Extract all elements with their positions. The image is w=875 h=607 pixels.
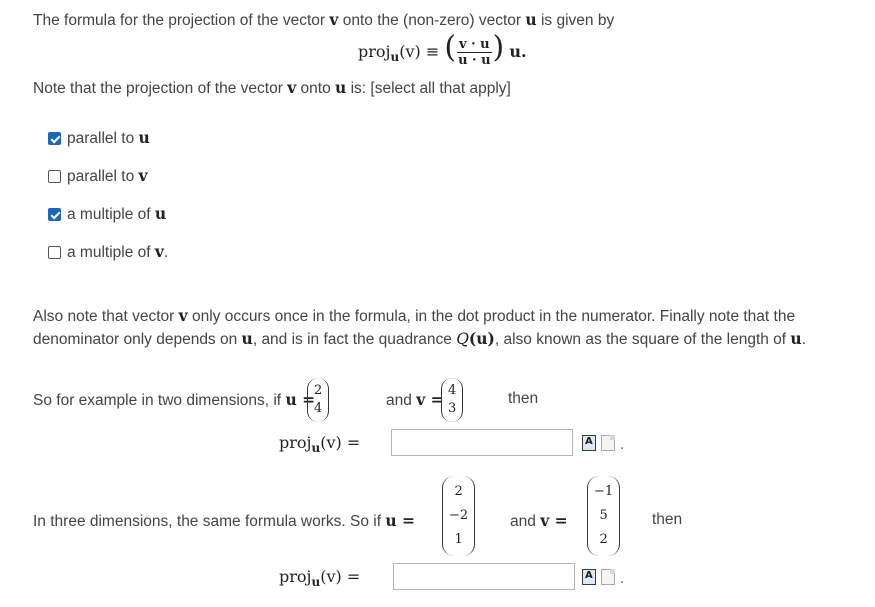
checkbox[interactable] <box>48 246 61 259</box>
answer-2-period: . <box>620 570 625 587</box>
answer-2-input[interactable] <box>393 563 575 590</box>
preview-icon[interactable] <box>601 435 615 451</box>
projection-formula: proj$_u$(v) ≡ ( $\frac{v \cdot u}{u \cdot u}$ ) u. <box>358 30 527 68</box>
also-line-1: Also note that vector v only occurs once in the formula, in the dot product in the numerator. Finally note that the <box>33 306 796 325</box>
answer-1-label: proj$_u$(v) = <box>279 433 361 456</box>
vector-v-2d: 4 3 <box>441 378 463 422</box>
preview-icon[interactable] <box>601 569 615 585</box>
example-3d-intro: In three dimensions, the same formula works. So if u = <box>33 511 416 530</box>
option-parallel-u[interactable]: parallel to u <box>48 128 150 148</box>
option-parallel-v[interactable]: parallel to v <box>48 166 148 186</box>
also-line-2: denominator only depends on u, and is in fact the quadrance Q(u), also known as the square of the length of u. <box>33 329 807 348</box>
answer-1-period: . <box>620 436 625 453</box>
equation-editor-icon[interactable] <box>582 435 596 451</box>
answer-2-label: proj$_u$(v) = <box>279 567 361 590</box>
answer-1-input[interactable] <box>391 429 573 456</box>
checkbox[interactable] <box>48 208 61 221</box>
vector-u-3d: 2 −2 1 <box>442 476 475 556</box>
example-2d-and: and v = <box>386 390 444 409</box>
intro-text: The formula for the projection of the vector v onto the (non-zero) vector u is given by <box>33 10 615 29</box>
checkbox[interactable] <box>48 132 61 145</box>
example-2d-then: then <box>508 390 539 407</box>
example-3d-then: then <box>652 511 683 528</box>
note-text: Note that the projection of the vector v onto u is: [select all that apply] <box>33 78 511 97</box>
vector-u-2d: 2 4 <box>307 378 329 422</box>
example-3d-and: and v = <box>510 511 568 530</box>
option-multiple-u[interactable]: a multiple of u <box>48 204 166 224</box>
equation-editor-icon[interactable] <box>582 569 596 585</box>
option-multiple-v[interactable]: a multiple of v. <box>48 242 168 262</box>
example-2d-intro: So for example in two dimensions, if u = <box>33 390 316 409</box>
checkbox[interactable] <box>48 170 61 183</box>
vector-v-3d: −1 5 2 <box>587 476 620 556</box>
